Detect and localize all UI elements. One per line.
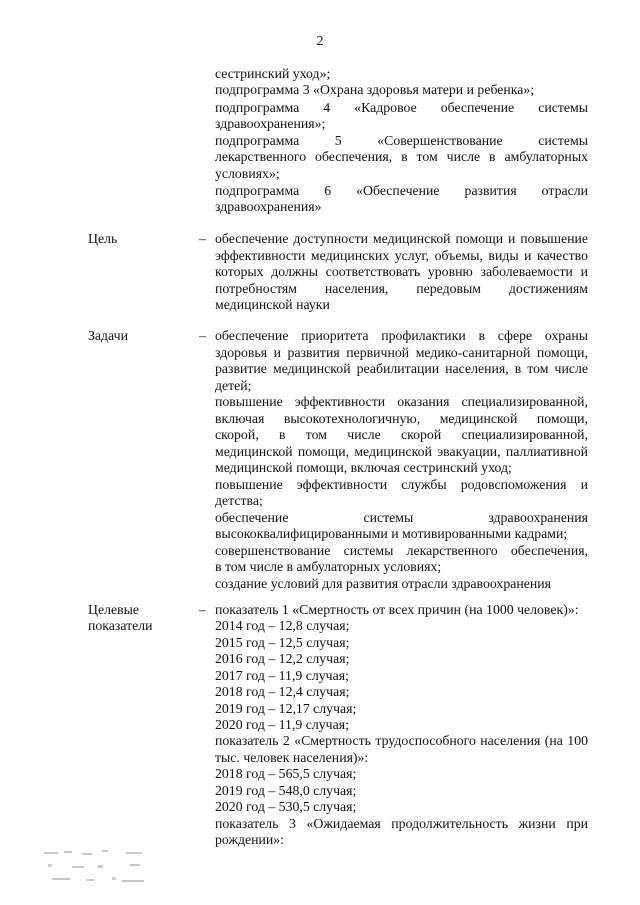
indicators-label: показатели (88, 618, 153, 633)
text-line: здравоохранения»; (215, 116, 326, 131)
tasks-line: повышение эффективности оказания специализированной, (215, 394, 588, 409)
tasks-line: совершенствование системы лекарственного обеспечения, (215, 543, 588, 558)
indicator-line: показатель 2 «Смертность трудоспособного населения (на 100 (215, 733, 588, 748)
scan-artifact (42, 846, 152, 890)
tasks-line: включая высокотехнологичную, медицинской помощи, (215, 411, 588, 426)
indicator-line: тыс. человек населения)»: (215, 750, 369, 765)
indicator-line: 2020 год – 11,9 случая; (215, 717, 349, 732)
tasks-line: здоровья и развития первичной медико-санитарной помощи, (215, 345, 588, 360)
tasks-line: создание условий для развития отрасли здравоохранения (215, 576, 551, 591)
text-line: условиях»; (215, 166, 280, 181)
indicator-line: 2014 год – 12,8 случая; (215, 618, 350, 633)
text-line: подпрограмма 6 «Обеспечение развития отрасли (215, 183, 588, 198)
tasks-line: высококвалифицированными и мотивированными кадрами; (215, 526, 568, 541)
goal-line: эффективности медицинских услуг, объемы, виды и качество (215, 248, 588, 263)
text-line: подпрограмма 4 «Кадровое обеспечение системы (215, 100, 588, 115)
indicator-line: 2017 год – 11,9 случая; (215, 668, 349, 683)
tasks-line: повышение эффективности службы родовспоможения и (215, 477, 588, 492)
indicator-line: 2020 год – 530,5 случая; (215, 799, 357, 814)
indicators-label: Целевые (88, 602, 140, 617)
text-line: здравоохранения» (215, 199, 322, 214)
goal-line: которых должны соответствовать уровню заболеваемости и (215, 264, 588, 279)
indicator-line: 2018 год – 12,4 случая; (215, 684, 350, 699)
tasks-line: детей; (215, 378, 252, 393)
page-number: 2 (316, 34, 324, 49)
text-line: лекарственного обеспечения, в том числе в амбулаторных (215, 149, 588, 164)
indicator-line: 2018 год – 565,5 случая; (215, 766, 357, 781)
tasks-line: медицинской помощи, медицинской эвакуации, паллиативной (215, 444, 588, 459)
goal-line: обеспечение доступности медицинской помощи и повышение (215, 231, 588, 246)
tasks-line: медицинской помощи, включая сестринский уход; (215, 460, 512, 475)
goal-line: потребностям населения, передовым достижениям (215, 281, 588, 296)
tasks-line: детства; (215, 493, 263, 508)
tasks-line: обеспечение приоритета профилактики в сфере охраны (215, 328, 588, 343)
indicator-line: 2019 год – 548,0 случая; (215, 783, 357, 798)
tasks-line: в том числе в амбулаторных условиях; (215, 559, 442, 574)
goal-dash: – (199, 231, 206, 246)
tasks-dash: – (199, 328, 206, 343)
goal-line: медицинской науки (215, 297, 330, 312)
indicator-line: 2016 год – 12,2 случая; (215, 651, 350, 666)
tasks-line: развитие медицинской реабилитации населения, в том числе (215, 361, 588, 376)
tasks-line: скорой, в том числе скорой специализированной, (215, 427, 588, 442)
indicator-line: рождении»: (215, 832, 285, 847)
indicators-dash: – (199, 602, 206, 617)
indicator-line: показатель 1 «Смертность от всех причин (на 1000 человек)»: (215, 602, 579, 617)
text-line: подпрограмма 3 «Охрана здоровья матери и ребенка»; (215, 82, 535, 97)
tasks-label: Задачи (88, 328, 128, 343)
tasks-line: обеспечение системы здравоохранения (215, 510, 588, 525)
indicator-line: 2015 год – 12,5 случая; (215, 635, 350, 650)
indicator-line: 2019 год – 12,17 случая; (215, 701, 357, 716)
indicator-line: показатель 3 «Ожидаемая продолжительность жизни при (215, 816, 588, 831)
text-line: сестринский уход»; (215, 66, 331, 81)
text-line: подпрограмма 5 «Совершенствование системы (215, 133, 588, 148)
goal-label: Цель (88, 231, 118, 246)
